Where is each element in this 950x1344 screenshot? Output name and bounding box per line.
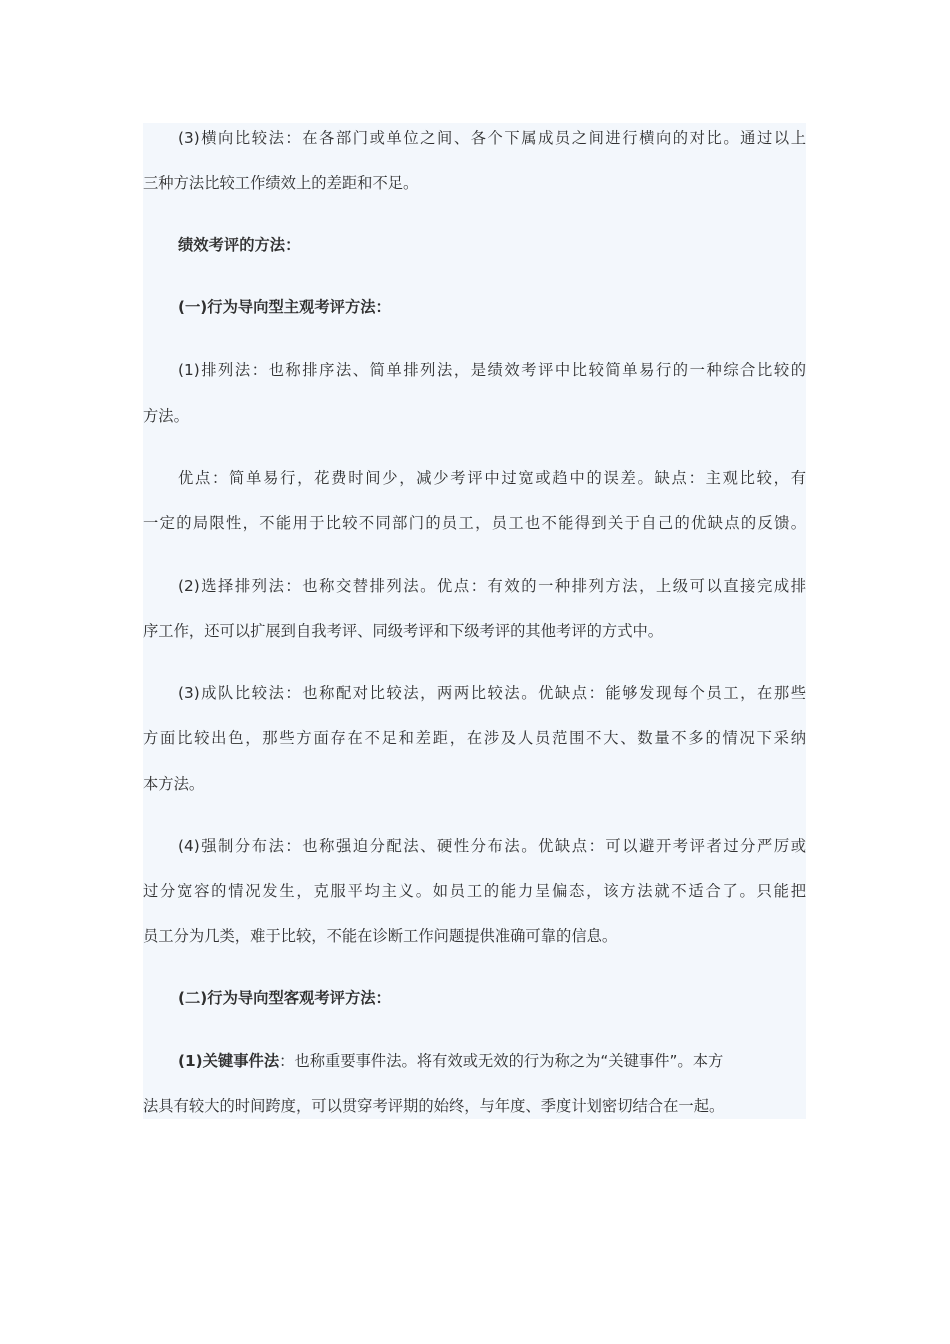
paragraph-forced-line-1: (4)强制分布法：也称强迫分配法、硬性分布法。优缺点：可以避开考评者过分严厉或: [178, 837, 806, 855]
paragraph-horizontal-comparison-line-1: (3)横向比较法：在各部门或单位之间、各个下属成员之间进行横向的对比。通过以上: [178, 129, 806, 147]
paragraph-alternation-line-1: (2)选择排列法：也称交替排列法。优点：有效的一种排列方法，上级可以直接完成排: [178, 577, 806, 595]
term-critical-incident: (1)关键事件法: [178, 1052, 280, 1070]
paragraph-ranking-pros-line-1: 优点：简单易行，花费时间少，减少考评中过宽或趋中的误差。缺点：主观比较，有: [178, 469, 806, 487]
paragraph-critical-incident-line-1: [143, 1051, 806, 1071]
heading-appraisal-methods: 绩效考评的方法：: [178, 236, 301, 254]
paragraph-ranking-pros-line-2: 一定的局限性，不能用于比较不同部门的员工，员工也不能得到关于自己的优缺点的反馈。: [143, 514, 806, 532]
paragraph-ranking-line-1: (1)排列法：也称排序法、简单排列法，是绩效考评中比较简单易行的一种综合比较的: [178, 361, 806, 379]
paragraph-paired-line-1: (3)成队比较法：也称配对比较法，两两比较法。优缺点：能够发现每个员工，在那些: [178, 684, 806, 702]
paragraph-alternation-line-2: 序工作，还可以扩展到自我考评、同级考评和下级考评的其他考评的方式中。: [143, 622, 664, 640]
paragraph-forced-line-2: 过分宽容的情况发生，克服平均主义。如员工的能力呈偏态，该方法就不适合了。只能把: [143, 882, 806, 900]
paragraph-critical-incident-line-1-rest: ：也称重要事件法。将有效或无效的行为称之为“关键事件”。本方: [279, 1052, 724, 1070]
heading-subjective-methods: (一)行为导向型主观考评方法：: [178, 298, 391, 316]
paragraph-ranking-line-2: 方法。: [143, 407, 189, 425]
paragraph-critical-incident-line-2: 法具有较大的时间跨度，可以贯穿考评期的始终，与年度、季度计划密切结合在一起。: [143, 1097, 725, 1115]
paragraph-paired-line-2: 方面比较出色，那些方面存在不足和差距，在涉及人员范围不大、数量不多的情况下采纳: [143, 729, 806, 747]
heading-objective-methods: (二)行为导向型客观考评方法：: [178, 989, 391, 1007]
paragraph-forced-line-3: 员工分为几类，难于比较，不能在诊断工作问题提供准确可靠的信息。: [143, 927, 618, 945]
document-body: [143, 123, 806, 1119]
paragraph-horizontal-comparison-line-2: 三种方法比较工作绩效上的差距和不足。: [143, 174, 419, 192]
paragraph-paired-line-3: 本方法。: [143, 775, 205, 793]
